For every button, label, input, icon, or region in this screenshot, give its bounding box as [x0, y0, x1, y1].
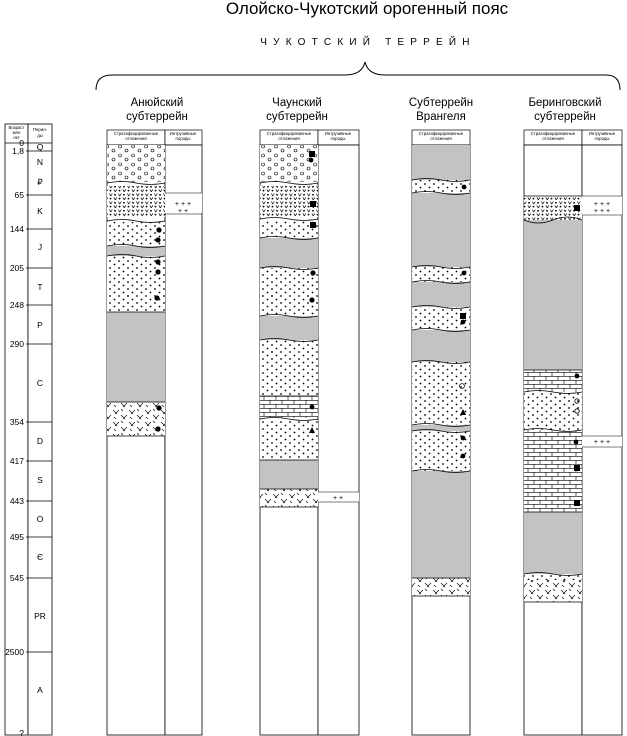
svg-text:Интрузивные: Интрузивные	[169, 131, 197, 136]
period-label: Є	[36, 552, 44, 562]
svg-text:Интрузивные: Интрузивные	[324, 131, 352, 136]
age-label: ?	[19, 728, 24, 736]
svg-text:+ + +: + + +	[593, 201, 611, 208]
svg-text:+ +: + +	[332, 495, 344, 502]
svg-text:Чаунский: Чаунский	[272, 97, 322, 109]
period-label: D	[36, 436, 44, 446]
diagram-title: Олойско-Чукотский орогенный пояс	[225, 0, 509, 18]
svg-text:отложения: отложения	[542, 136, 564, 141]
svg-text:Врангеля: Врангеля	[416, 111, 466, 123]
age-label: 205	[9, 263, 24, 273]
column-bering	[524, 130, 622, 735]
svg-text:Субтеррейн: Субтеррейн	[408, 97, 474, 109]
svg-text:Стратифицированные: Стратифицированные	[113, 131, 159, 136]
terrane-name: ЧУКОТСКИЙ ТЕРРЕЙН	[260, 37, 476, 48]
svg-text:субтеррейн: субтеррейн	[534, 111, 596, 123]
period-label: T	[37, 282, 43, 292]
period-label: C	[36, 378, 44, 388]
age-header: Возраст	[8, 125, 25, 130]
svg-text:Стратифицированные: Стратифицированные	[266, 131, 312, 136]
column-header-bering	[528, 97, 601, 123]
column-chaun	[260, 130, 359, 735]
column-header-anyui	[126, 97, 188, 123]
column-header-chaun	[266, 97, 328, 123]
svg-text:+ + +: + + +	[593, 439, 611, 446]
svg-text:субтеррейн: субтеррейн	[266, 111, 328, 123]
period-label: P	[37, 320, 43, 330]
age-label: 144	[9, 224, 24, 234]
period-label: Q	[36, 142, 44, 152]
age-label: 417	[9, 456, 24, 466]
period-label: S	[37, 475, 43, 485]
age-label: 1,8	[12, 146, 24, 156]
terrane-brace	[96, 62, 620, 90]
svg-text:Интрузивные: Интрузивные	[588, 131, 616, 136]
period-label: ₽	[37, 177, 43, 187]
svg-text:субтеррейн: субтеррейн	[126, 111, 188, 123]
age-label: 2500	[5, 647, 24, 657]
svg-text:ды: ды	[37, 133, 43, 138]
age-label: 495	[9, 532, 24, 542]
period-label: PR	[34, 611, 46, 621]
period-label: K	[37, 206, 43, 216]
svg-text:породы: породы	[330, 136, 346, 141]
svg-text:Стратифицированные: Стратифицированные	[530, 131, 576, 136]
age-label: 248	[9, 300, 24, 310]
svg-text:Беринговский: Беринговский	[528, 97, 602, 109]
age-label: 290	[9, 339, 24, 349]
column-header-wrangel	[409, 97, 473, 123]
svg-text:лет: лет	[13, 135, 20, 140]
geologic-time-scale	[5, 124, 52, 736]
age-label: 443	[9, 496, 24, 506]
svg-text:породы: породы	[594, 136, 610, 141]
period-label: N	[36, 157, 44, 167]
period-label: O	[36, 514, 44, 524]
svg-text:млн: млн	[12, 130, 21, 135]
svg-text:+ + +: + + +	[174, 201, 192, 208]
period-header: Перио-	[32, 127, 48, 132]
age-label: 65	[14, 190, 24, 200]
svg-text:+ +: + +	[177, 208, 189, 215]
column-anyui	[107, 130, 202, 735]
svg-text:Стратифицированные: Стратифицированные	[418, 131, 464, 136]
svg-text:отложения: отложения	[125, 136, 147, 141]
period-label: J	[37, 242, 43, 252]
period-label: A	[37, 685, 43, 695]
svg-text:+ + +: + + +	[593, 208, 611, 215]
age-label: 545	[9, 573, 24, 583]
svg-text:Анюйский: Анюйский	[130, 97, 184, 109]
column-wrangel	[412, 130, 470, 735]
age-label: 354	[9, 417, 24, 427]
svg-text:отложения: отложения	[430, 136, 452, 141]
svg-text:отложения: отложения	[278, 136, 300, 141]
svg-text:породы: породы	[175, 136, 191, 141]
age-label: 0	[19, 138, 24, 148]
